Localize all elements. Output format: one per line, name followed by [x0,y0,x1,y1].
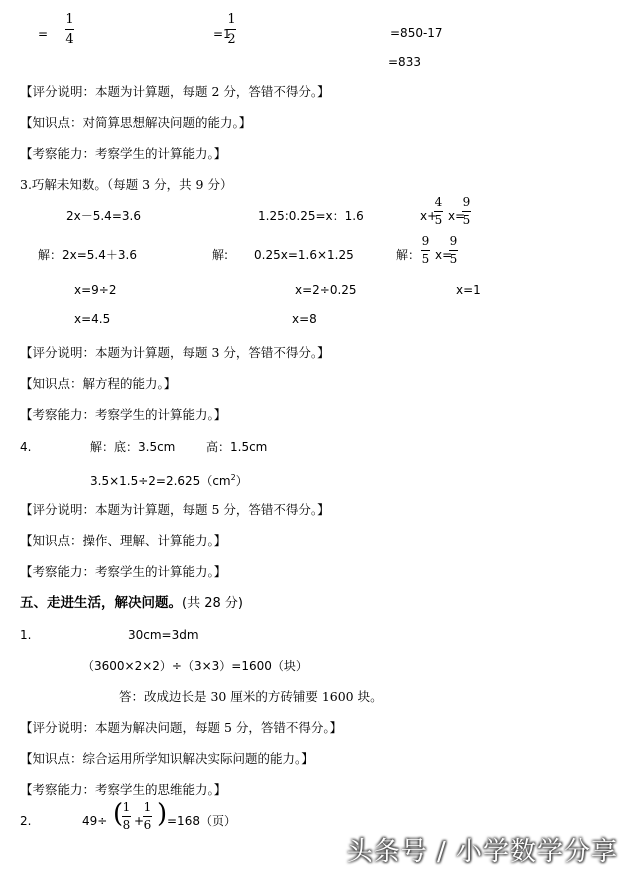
fraction-one-eighth: 1 8 [122,800,131,832]
left-parenthesis: ( [113,799,124,829]
q4-height: 高：1.5cm [206,440,268,454]
problem-2-number: 2. [20,814,32,828]
scoring-note: 【评分说明：本题为解决问题，每题 5 分，答错不得分。】 [20,720,343,735]
fraction-four-fifths: 4 5 [434,195,443,227]
q3-solve-label-b: 解: [212,248,229,262]
fraction-nine-fifths: 9 5 [421,234,430,266]
scoring-note: 【评分说明：本题为计算题，每题 3 分，答错不得分。】 [20,345,330,360]
ability-note: 【考察能力：考察学生的计算能力。】 [20,407,227,422]
p1-unit-conversion: 30cm=3dm [128,628,199,642]
fraction-nine-fifths: 9 5 [462,195,471,227]
p1-calculation: （3600×2×2）÷（3×3）=1600（块） [82,659,308,673]
question-3-title: 3.巧解未知数。（每题 3 分，共 9 分） [20,177,233,192]
section-5-heading: 五、走进生活，解决问题。(共 28 分) [20,595,243,611]
problem-1-number: 1. [20,628,32,642]
q3-eq-a4: x=4.5 [74,312,111,326]
equals-sign: = [38,27,49,41]
p2-result: =168（页） [167,814,236,828]
q4-area-calc: $3.5\times 1.5\div 2=2.625(cm^2)$ [90,473,248,488]
plus-sign: + [134,814,145,828]
fraction-one-quarter: 1 4 [65,12,74,47]
scoring-note: 【评分说明：本题为计算题，每题 2 分，答错不得分。】 [20,84,330,99]
fraction-one-sixth: 1 6 [143,800,152,832]
knowledge-note: 【知识点：解方程的能力。】 [20,376,177,391]
q3-eq-c3: x=1 [456,283,481,297]
q3-eq-c1-prefix: x+ [420,209,438,223]
fraction-one-half: 1 2 [227,12,236,47]
fraction-nine-fifths: 9 5 [449,234,458,266]
q3-eq-a2: 解：2x=5.4＋3.6 [38,248,137,262]
q3-eq-b3: x=2÷0.25 [295,283,357,297]
result-line-2: =833 [388,55,421,69]
scoring-note: 【评分说明：本题为计算题，每题 5 分，答错不得分。】 [20,502,330,517]
q4-base: 解：底：3.5cm [90,440,176,454]
q3-eq-a3: x=9÷2 [74,283,117,297]
right-parenthesis: ) [157,799,168,829]
ability-note: 【考察能力：考察学生的计算能力。】 [20,146,227,161]
question-4-number: 4. [20,440,32,454]
q3-eq-c1-mid: x= [448,209,466,223]
result-line-1: =850-17 [390,26,443,40]
q3-solve-label-c: 解： [396,248,421,262]
q3-eq-b1: 1.25:0.25=x：1.6 [258,209,364,223]
q3-eq-c2-mid: x= [435,248,453,262]
ability-note: 【考察能力：考察学生的计算能力。】 [20,564,227,579]
p2-dividend: 49÷ [82,814,108,828]
equals-one: =1 [213,27,231,41]
ability-note: 【考察能力：考察学生的思维能力。】 [20,782,227,797]
knowledge-note: 【知识点：操作、理解、计算能力。】 [20,533,227,548]
q3-eq-a1: 2x－5.4=3.6 [66,209,141,223]
watermark: 头条号 / 小学数学分享 [346,837,618,867]
q3-eq-b2: 0.25x=1.6×1.25 [254,248,354,262]
p1-answer: 答：改成边长是 30 厘米的方砖铺要 1600 块。 [119,689,383,704]
knowledge-note: 【知识点：综合运用所学知识解决实际问题的能力。】 [20,751,314,766]
q3-eq-b4: x=8 [292,312,317,326]
knowledge-note: 【知识点：对简算思想解决问题的能力。】 [20,115,252,130]
